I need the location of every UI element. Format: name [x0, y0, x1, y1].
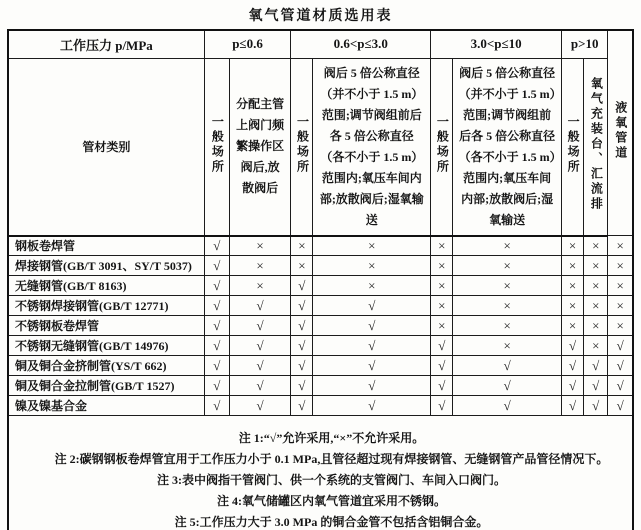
mark-cell: √	[204, 296, 229, 316]
pressure-range-p-le-0.6: p≤0.6	[204, 30, 291, 58]
mark-cell: ×	[431, 296, 453, 316]
general-place-subheader-2: 一般场所	[291, 58, 313, 236]
table-row	[8, 396, 633, 416]
liquid-oxygen-label: 液氧管道	[613, 101, 628, 161]
material-name: 无缝钢管(GB/T 8163)	[8, 276, 204, 296]
mark-cell: √	[291, 336, 313, 356]
table-row	[8, 336, 633, 356]
mark-cell: √	[291, 276, 313, 296]
mark-cell: √	[608, 336, 633, 356]
pressure-range-3.0-10: 3.0<p≤10	[431, 30, 562, 58]
mark-cell: ×	[431, 316, 453, 336]
mark-cell: √	[291, 396, 313, 416]
mark-cell: ×	[453, 276, 562, 296]
mark-cell: √	[584, 376, 608, 396]
pressure-range-p-gt-10: p>10	[562, 30, 608, 58]
mark-cell: √	[313, 296, 431, 316]
mark-cell: ×	[608, 236, 633, 256]
note-3: 注 3:表中阀指干管阀门、供一个系统的支管阀门、车间入口阀门。	[157, 473, 506, 487]
mark-cell: √	[313, 316, 431, 336]
mark-cell: √	[291, 316, 313, 336]
mark-cell: ×	[608, 256, 633, 276]
mark-cell: ×	[584, 236, 608, 256]
table-title: 氧气管道材质选用表	[248, 9, 393, 24]
mark-cell: ×	[608, 316, 633, 336]
table-row	[8, 276, 633, 296]
mark-cell: √	[291, 296, 313, 316]
mark-cell: √	[204, 276, 229, 296]
table-row	[8, 356, 633, 376]
mark-cell: √	[431, 376, 453, 396]
mark-cell: ×	[453, 336, 562, 356]
mark-cell: √	[584, 396, 608, 416]
mark-cell: √	[291, 356, 313, 376]
mark-cell: √	[291, 376, 313, 396]
mark-cell: √	[453, 356, 562, 376]
mark-cell: √	[229, 316, 290, 336]
material-name: 不锈钢焊接钢管(GB/T 12771)	[8, 296, 204, 316]
valve-diameter-range-subheader-1: 阀后 5 倍公称直径（并不小于 1.5 m）范围;调节阀组前后各 5 倍公称直径（各不小于 1.5 m）范围内;氧压车间内部;放散阀后;湿氧输送	[313, 58, 431, 236]
mark-cell: ×	[313, 256, 431, 276]
table-row	[8, 376, 633, 396]
table-row	[8, 236, 633, 256]
mark-cell: √	[584, 356, 608, 376]
note-2: 注 2:碳钢钢板卷焊管宜用于工作压力小于 0.1 MPa,且管径超过现有焊接钢管、无缝钢管产品管径情况下。	[54, 452, 609, 466]
mark-cell: √	[608, 396, 633, 416]
mark-cell: ×	[453, 316, 562, 336]
material-selection-table	[7, 29, 634, 530]
mark-cell: √	[431, 336, 453, 356]
mark-cell: √	[453, 396, 562, 416]
mark-cell: ×	[584, 276, 608, 296]
pressure-header-row	[8, 30, 633, 58]
mark-cell: ×	[584, 296, 608, 316]
mark-cell: √	[608, 356, 633, 376]
table-row	[8, 256, 633, 276]
material-name: 不锈钢板卷焊管	[8, 316, 204, 336]
mark-cell: √	[204, 256, 229, 276]
mark-cell: √	[313, 376, 431, 396]
mark-cell: ×	[584, 316, 608, 336]
mark-cell: √	[204, 396, 229, 416]
mark-cell: ×	[562, 256, 584, 276]
mark-cell: ×	[453, 236, 562, 256]
note-1: 注 1:“√”允许采用,“×”不允许采用。	[238, 431, 425, 445]
material-name: 铜及铜合金挤制管(YS/T 662)	[8, 356, 204, 376]
material-name: 镍及镍基合金	[8, 396, 204, 416]
mark-cell: √	[562, 356, 584, 376]
notes-row	[8, 416, 633, 530]
table-row	[8, 296, 633, 316]
mark-cell: √	[204, 236, 229, 256]
working-pressure-header: 工作压力 p/MPa	[8, 30, 204, 58]
mark-cell: ×	[453, 296, 562, 316]
mark-cell: ×	[608, 296, 633, 316]
valve-diameter-range-subheader-2: 阀后 5 倍公称直径（并不小于 1.5 m）范围;调节阀组前后各 5 倍公称直径（各不小于 1.5 m）范围内;氧压车间内部;放散阀后;湿氧输送	[453, 58, 562, 236]
material-name: 焊接钢管(GB/T 3091、SY/T 5037)	[8, 256, 204, 276]
mark-cell: √	[204, 356, 229, 376]
mark-cell: √	[431, 396, 453, 416]
mark-cell: √	[229, 296, 290, 316]
mark-cell: ×	[229, 236, 290, 256]
mark-cell: ×	[584, 256, 608, 276]
mark-cell: √	[608, 376, 633, 396]
note-4: 注 4:氧气储罐区内氧气管道宜采用不锈钢。	[217, 494, 446, 508]
mark-cell: √	[431, 356, 453, 376]
distribution-main-valve-subheader: 分配主管上阀门频繁操作区阀后,放散阀后	[229, 58, 290, 236]
mark-cell: ×	[313, 276, 431, 296]
mark-cell: ×	[291, 236, 313, 256]
mark-cell: √	[229, 396, 290, 416]
mark-cell: √	[562, 336, 584, 356]
mark-cell: ×	[229, 276, 290, 296]
oxygen-filling-station-subheader: 氧气充装台、汇流排	[584, 58, 608, 236]
liquid-oxygen-pipeline-column-header	[608, 30, 633, 236]
mark-cell: ×	[562, 316, 584, 336]
material-name: 钢板卷焊管	[8, 236, 204, 256]
note-5: 注 5:工作压力大于 3.0 MPa 的铜合金管不包括含铝铜合金。	[174, 515, 489, 529]
general-place-subheader-3: 一般场所	[431, 58, 453, 236]
material-name: 不锈钢无缝钢管(GB/T 14976)	[8, 336, 204, 356]
mark-cell: √	[204, 336, 229, 356]
mark-cell: ×	[313, 236, 431, 256]
mark-cell: ×	[608, 276, 633, 296]
mark-cell: ×	[431, 256, 453, 276]
notes-section	[8, 416, 633, 530]
table-row	[8, 316, 633, 336]
mark-cell: ×	[291, 256, 313, 276]
mark-cell: √	[313, 396, 431, 416]
mark-cell: √	[562, 396, 584, 416]
mark-cell: √	[229, 376, 290, 396]
mark-cell: √	[204, 376, 229, 396]
mark-cell: √	[453, 376, 562, 396]
mark-cell: √	[229, 356, 290, 376]
mark-cell: ×	[453, 256, 562, 276]
location-subheader-row	[8, 58, 633, 236]
general-place-subheader-1: 一般场所	[204, 58, 229, 236]
material-name: 铜及铜合金拉制管(GB/T 1527)	[8, 376, 204, 396]
mark-cell: √	[562, 376, 584, 396]
pressure-range-0.6-3.0: 0.6<p≤3.0	[291, 30, 431, 58]
mark-cell: √	[229, 336, 290, 356]
mark-cell: ×	[584, 336, 608, 356]
pipe-material-category-header: 管材类别	[8, 58, 204, 236]
mark-cell: ×	[431, 236, 453, 256]
mark-cell: ×	[431, 276, 453, 296]
mark-cell: ×	[562, 276, 584, 296]
general-place-subheader-4: 一般场所	[562, 58, 584, 236]
mark-cell: ×	[562, 236, 584, 256]
mark-cell: √	[313, 356, 431, 376]
mark-cell: √	[313, 336, 431, 356]
mark-cell: ×	[562, 296, 584, 316]
mark-cell: √	[204, 316, 229, 336]
mark-cell: ×	[229, 256, 290, 276]
